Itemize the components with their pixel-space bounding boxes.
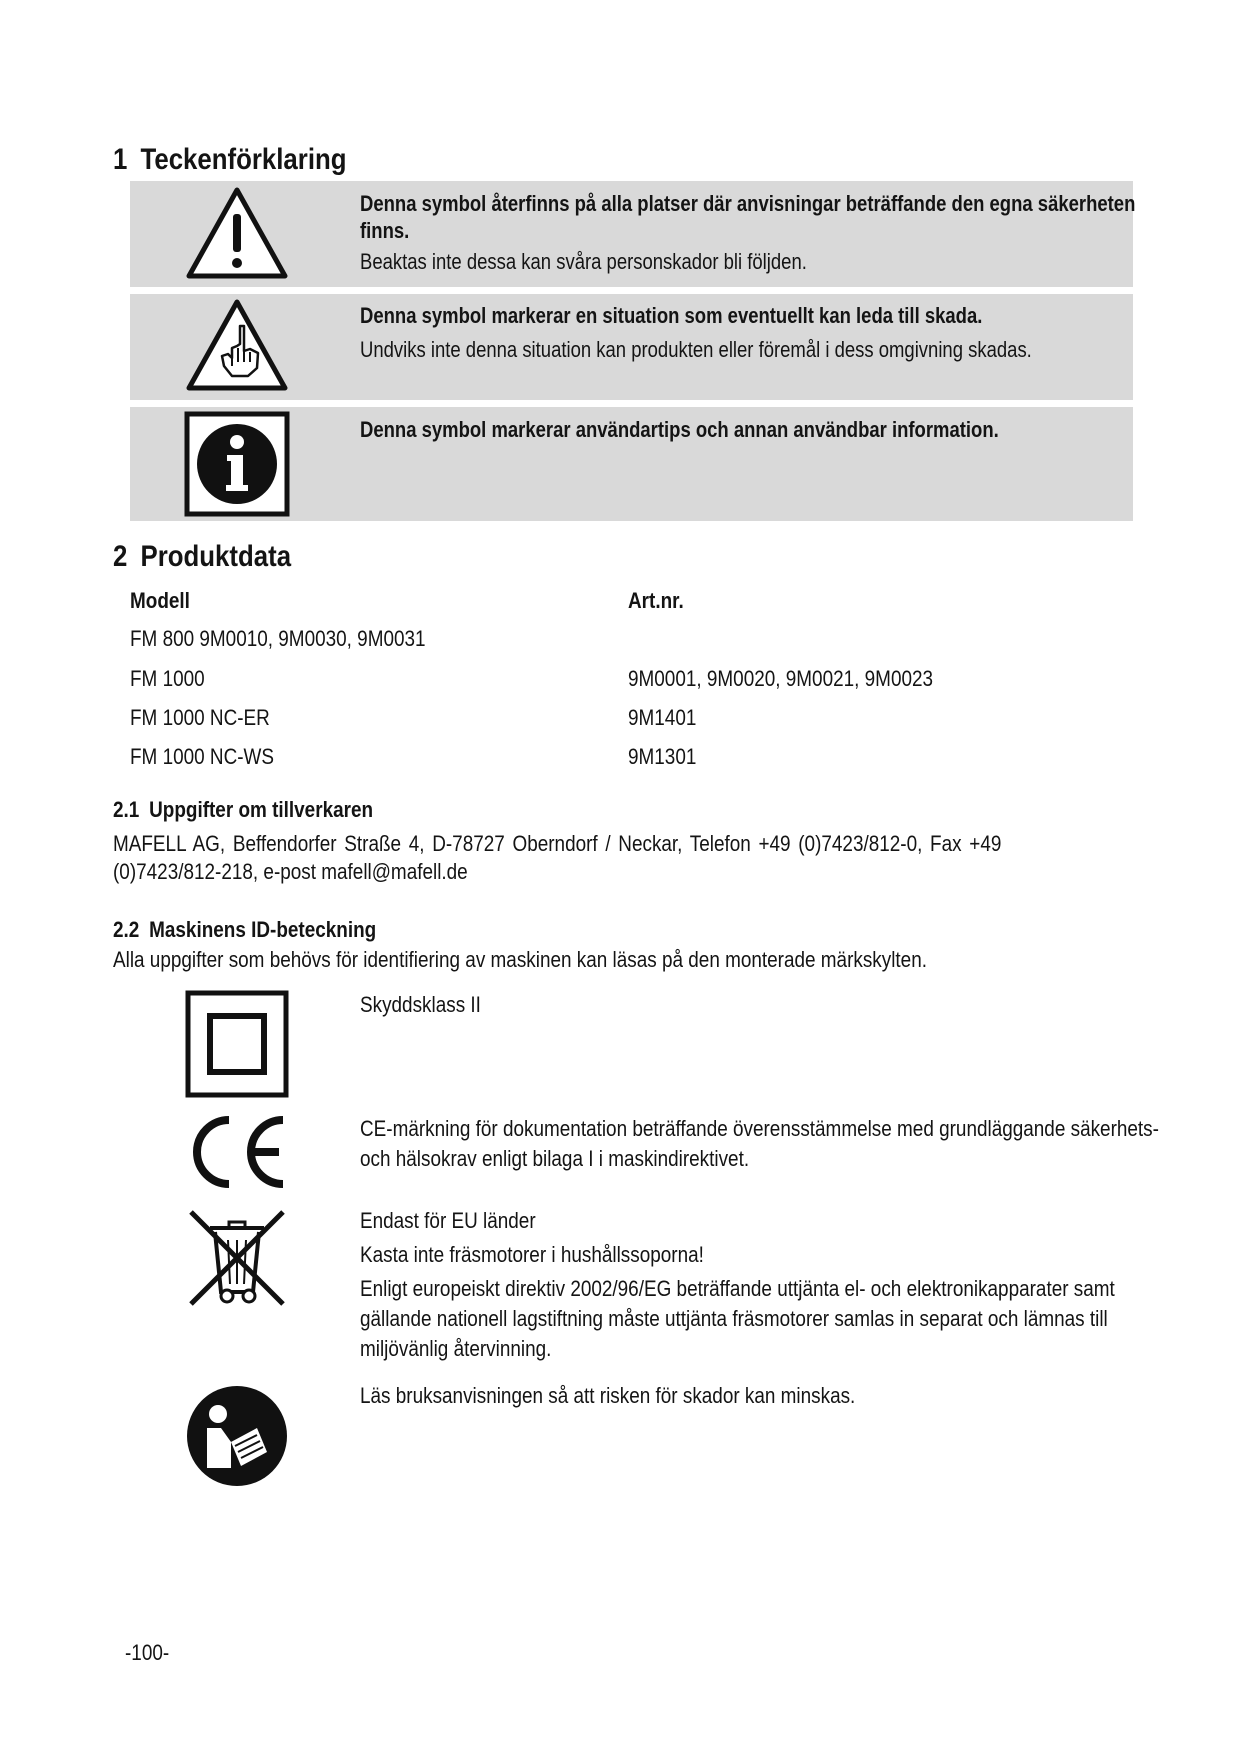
mark-text	[360, 1381, 936, 1411]
mark-line: CE-märkning för dokumentation beträffande överensstämmelse med grundläggande säkerhets- och hälsokrav enligt bilaga I i maskindirektivet.	[360, 1116, 1159, 1171]
double-insulation-icon	[185, 990, 289, 1098]
legend-row-info	[130, 407, 1133, 521]
legend-normal-text: Beaktas inte dessa kan svåra personskador bli följden.	[360, 249, 807, 274]
product-model: FM 1000 NC-ER	[130, 705, 270, 730]
section-2-1-heading	[113, 797, 415, 823]
mark-line: Enligt europeiskt direktiv 2002/96/EG beträffande uttjänta el- och elektronikapparater samt gällande nationell lagstiftning måste uttjänta fräsmotorer samlas in separat och lämnas till miljövänlig återvinning.	[360, 1276, 1115, 1361]
section-2-2-heading	[113, 917, 419, 943]
section-1-heading	[113, 143, 385, 177]
column-header-artnr: Art.nr.	[628, 588, 684, 613]
ce-mark-icon	[185, 1112, 289, 1192]
legend-normal-text: Undviks inte denna situation kan produkten eller föremål i dess omgivning skadas.	[360, 337, 1032, 362]
product-artnr: 9M1301	[628, 744, 697, 769]
mark-text: Skyddsklass II	[360, 992, 481, 1017]
page-number: -100-	[125, 1640, 170, 1665]
read-manual-icon	[185, 1384, 289, 1488]
mark-text	[360, 1114, 1190, 1174]
column-header-model: Modell	[130, 588, 190, 613]
manufacturer-text	[113, 830, 1001, 886]
mark-line: Endast för EU länder	[360, 1208, 536, 1233]
section-title: Uppgifter om tillverkaren	[149, 797, 374, 822]
section-number: 2	[113, 540, 128, 573]
info-icon	[184, 411, 290, 517]
mark-line: Läs bruksanvisningen så att risken för skador kan minskas.	[360, 1383, 856, 1408]
legend-row-caution	[130, 294, 1133, 400]
section-title: Maskinens ID-beteckning	[149, 917, 377, 942]
section-title: Teckenförklaring	[140, 143, 347, 176]
section-number: 2.2	[113, 917, 140, 942]
mark-line: Kasta inte fräsmotorer i hushållssoporna!	[360, 1242, 704, 1267]
section-number: 2.1	[113, 797, 140, 822]
legend-bold-text: Denna symbol markerar en situation som eventuellt kan leda till skada.	[360, 303, 983, 328]
legend-bold-text: Denna symbol återfinns på alla platser där anvisningar beträffande den egna säkerheten finns.	[360, 191, 1136, 243]
section-number: 1	[113, 143, 128, 176]
product-artnr: 9M0001, 9M0020, 9M0021, 9M0023	[628, 666, 934, 691]
mark-text	[360, 1206, 1190, 1364]
id-intro-text: Alla uppgifter som behövs för identifiering av maskinen kan läsas på den monterade märkskylten.	[113, 947, 927, 972]
section-title: Produktdata	[140, 540, 292, 573]
product-artnr: 9M1401	[628, 705, 697, 730]
section-2-heading	[113, 540, 320, 574]
product-model: FM 1000 NC-WS	[130, 744, 275, 769]
legend-row-warning-text	[360, 190, 1140, 275]
pointing-hand-triangle-icon	[184, 296, 290, 396]
product-model: FM 1000	[130, 666, 205, 691]
warning-triangle-icon	[184, 184, 290, 284]
product-model: FM 800 9M0010, 9M0030, 9M0031	[130, 626, 426, 651]
legend-bold-text: Denna symbol markerar användartips och annan användbar information.	[360, 417, 999, 442]
crossed-bin-icon	[185, 1206, 289, 1310]
manufacturer-text-content: MAFELL AG, Beffendorfer Straße 4, D-78727 Oberndorf / Neckar, Telefon +49 (0)7423/812-0, Fax +49 (0)7423/812-218, e-post mafell@mafell.de	[113, 831, 1002, 884]
